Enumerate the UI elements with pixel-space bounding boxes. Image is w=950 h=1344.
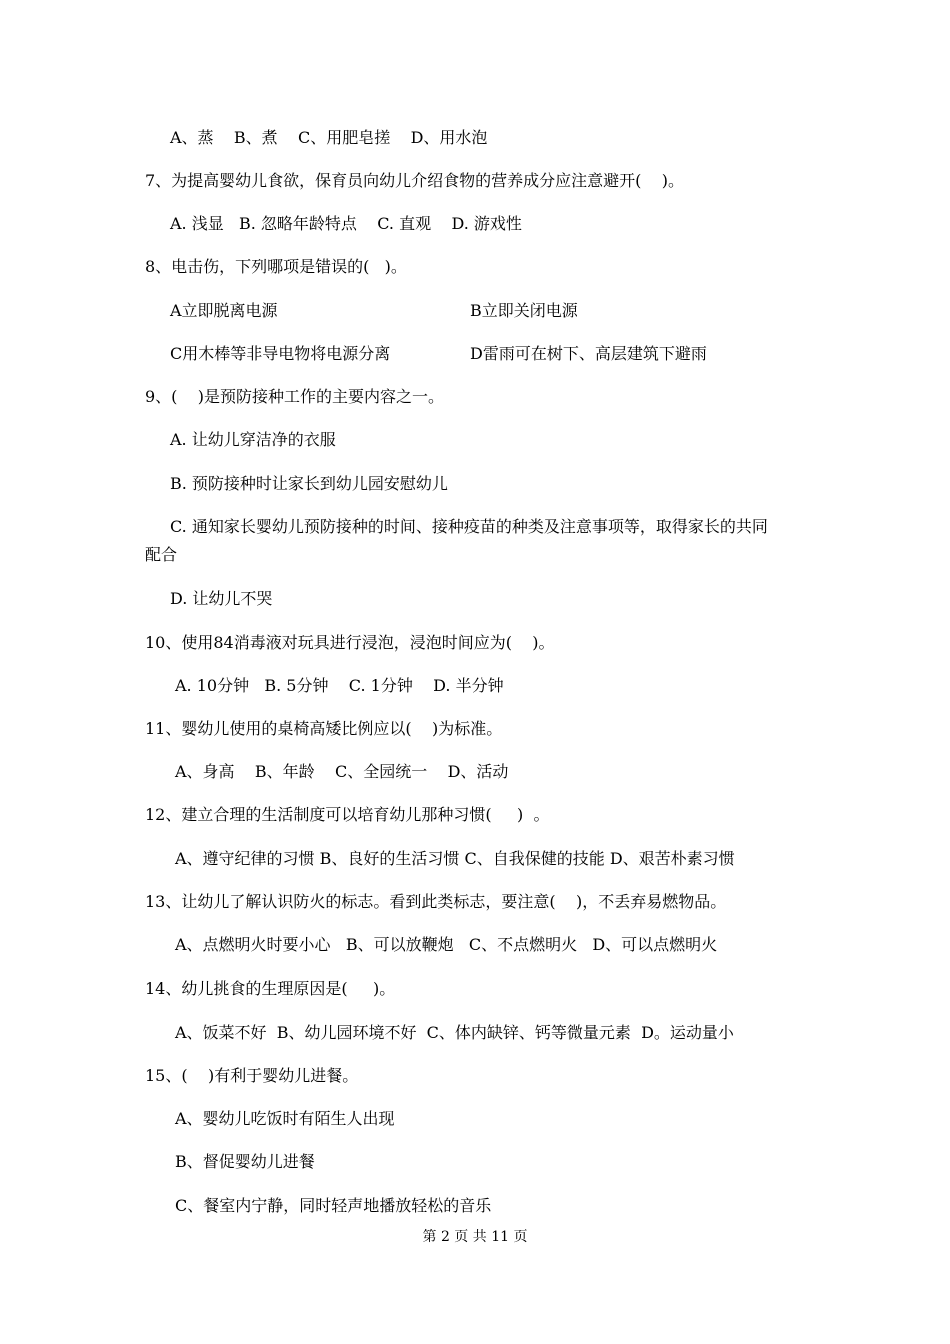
q15-option-a: A、婴幼儿吃饭时有陌生人出现 [175,1109,395,1128]
q15-option-c: C、餐室内宁静，同时轻声地播放轻松的音乐 [175,1196,492,1215]
q7-options: A. 浅显 B. 忽略年龄特点 C. 直观 D. 游戏性 [170,214,522,233]
q9-option-c: C. 通知家长婴幼儿预防接种的时间、接种疫苗的种类及注意事项等，取得家长的共同 [170,517,768,536]
q7-question: 7、为提高婴幼儿食欲，保育员向幼儿介绍食物的营养成分应注意避开( )。 [145,171,685,190]
q8-option-b: B立即关闭电源 [470,301,578,320]
q15-question: 15、( )有利于婴幼儿进餐。 [145,1066,359,1085]
q13-question: 13、让幼儿了解认识防火的标志。看到此类标志，要注意( )，不丢弃易燃物品。 [145,892,727,911]
q15-option-b: B、督促婴幼儿进餐 [175,1152,315,1171]
q8-question: 8、电击伤，下列哪项是错误的( )。 [145,257,407,276]
q9-option-a: A. 让幼儿穿洁净的衣服 [170,430,336,449]
q6-options: A、蒸 B、煮 C、用肥皂搓 D、用水泡 [170,128,488,147]
q10-question: 10、使用84消毒液对玩具进行浸泡，浸泡时间应为( )。 [145,633,555,652]
q9-option-c-continued: 配合 [145,545,178,564]
q9-question: 9、( )是预防接种工作的主要内容之一。 [145,387,445,406]
q13-options: A、点燃明火时要小心 B、可以放鞭炮 C、不点燃明火 D、可以点燃明火 [175,935,718,954]
q14-question: 14、幼儿挑食的生理原因是( )。 [145,979,396,998]
q8-option-d: D雷雨可在树下、高层建筑下避雨 [470,344,707,363]
q10-options: A. 10分钟 B. 5分钟 C. 1分钟 D. 半分钟 [175,676,504,695]
q14-options: A、饭菜不好 B、幼儿园环境不好 C、体内缺锌、钙等微量元素 D。运动量小 [175,1023,734,1042]
q9-option-b: B. 预防接种时让家长到幼儿园安慰幼儿 [170,474,448,493]
q12-options: A、遵守纪律的习惯 B、良好的生活习惯 C、自我保健的技能 D、艰苦朴素习惯 [175,849,735,868]
q11-question: 11、婴幼儿使用的桌椅高矮比例应以( )为标准。 [145,719,503,738]
q12-question: 12、建立合理的生活制度可以培育幼儿那种习惯( ) 。 [145,805,550,824]
q8-option-c: C用木棒等非导电物将电源分离 [170,344,391,363]
q9-option-d: D. 让幼儿不哭 [170,589,273,608]
page-number-footer: 第 2 页 共 11 页 [422,1229,528,1245]
q8-option-a: A立即脱离电源 [170,301,278,320]
q11-options: A、身高 B、年龄 C、全园统一 D、活动 [175,762,509,781]
